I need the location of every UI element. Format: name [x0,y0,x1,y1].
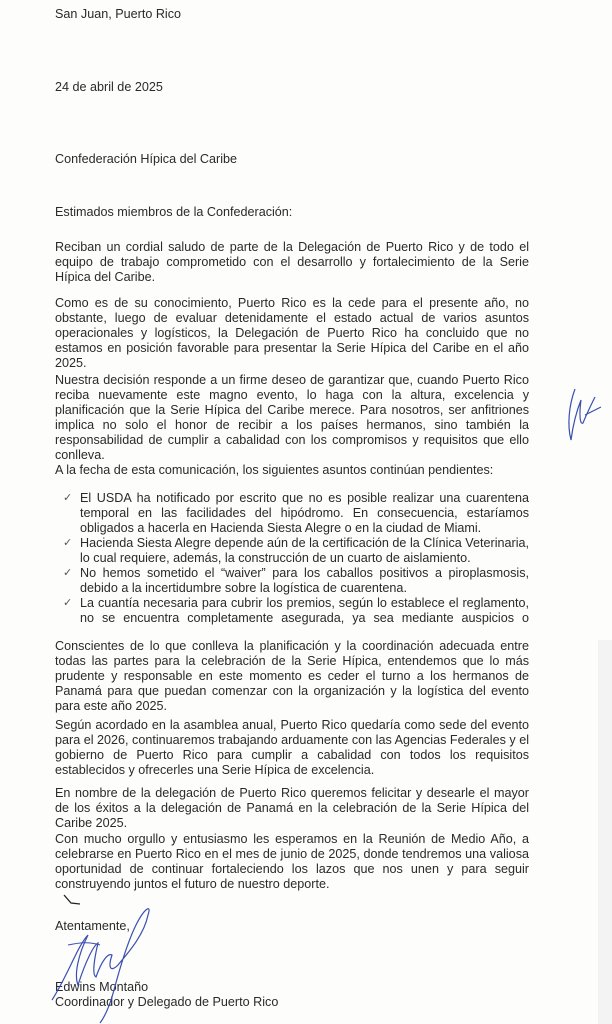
initials [565,385,605,445]
check-icon: ✓ [63,492,73,504]
paragraph-congratulations: En nombre de la delegación de Puerto Rico queremos felicitar y desearle el mayor de los éxitos a la delegación de Panamá en la celebración de la Serie Hípica del Caribe 2025. [55,786,529,830]
signer-name: Edwins Montaño [55,980,149,994]
paragraph-2026: Según acordado en la asamblea anual, Puerto Rico quedaría como sede del evento para el 2026, continuaremos trabajando arduamente con las Agencias Federales y el gobierno de Puerto Rico para cumplir a cabalidad con todos los requisitos establecidos y ofrecerles una Serie Hípica de excelencia. [55,718,529,777]
paragraph-conscientes: Conscientes de lo que conlleva la planificación y la coordinación adecuada entre todas las partes para la celebración de la Serie Hípica, entendemos que lo más prudente y responsable en este momento es ceder el turno a los hermanos de Panamá para que puedan comenzar con la organización y la logística del evento para este año 2025. [55,639,529,713]
signer-title: Coordinador y Delegado de Puerto Rico [55,995,279,1009]
letter-date: 24 de abril de 2025 [55,80,163,94]
letter-salutation: Estimados miembros de la Confederación: [55,205,293,219]
paragraph-greeting: Reciban un cordial saludo de parte de la Delegación de Puerto Rico y de todo el equipo de trabajo comprometido con el desarrollo y fortalecimiento de la Serie Hípica del Caribe. [55,240,529,284]
pending-items-list [63,491,529,626]
check-icon: ✓ [63,567,73,579]
list-item [63,491,529,536]
list-item-text: No hemos sometido el “waiver” para los caballos positivos a piroplasmosis, debido a la incertidumbre sobre la logística de cuarentena. [80,566,529,595]
list-item [63,566,529,596]
paragraph-decision: Nuestra decisión responde a un firme deseo de garantizar que, cuando Puerto Rico reciba nuevamente este magno evento, lo haga con la altura, excelencia y planificación que la Serie Hípica del Caribe merece. Para nosotros, ser anfitriones implica no solo el honor de recibir a los países hermanos, sino también la responsabilidad de cumplir a cabalidad con los compromisos y requisitos que ello conlleva. [55,373,529,462]
paragraph-context: Como es de su conocimiento, Puerto Rico es la cede para el presente año, no obstante, luego de evaluar detenidamente el estado actual de varios asuntos operacionales y logísticos, la Delegación de Puerto Rico ha concluido que no estamos en posición favorable para presentar la Serie Hípica del Caribe en el año 2025. [55,296,529,370]
letter-place: San Juan, Puerto Rico [55,7,182,21]
list-item [63,596,529,626]
list-item-text: La cuantía necesaria para cubrir los premios, según lo establece el reglamento, no se encuentra completamente asegurada, ya sea mediante auspicios o [80,596,529,625]
check-icon: ✓ [63,537,73,549]
list-item-text: Hacienda Siesta Alegre depende aún de la certificación de la Clínica Veterinaria, lo cual requiere, además, la construcción de un cuarto de aislamiento. [80,536,529,565]
paragraph-invitation: Con mucho orgullo y entusiasmo les esperamos en la Reunión de Medio Año, a celebrarse en Puerto Rico en el mes de junio de 2025, donde tendremos una valiosa oportunidad de continuar fortaleciendo los lazos que nos unen y para seguir construyendo juntos el futuro de nuestro deporte. [55,832,529,891]
list-item [63,536,529,566]
list-item-text: El USDA ha notificado por escrito que no es posible realizar una cuarentena temporal en las facilidades del hipódromo. En consecuencia, estaríamos obligados a hacerla en Hacienda Siesta Alegre o en la ciudad de Miami. [80,491,529,535]
paragraph-pending-intro: A la fecha de esta comunicación, los siguientes asuntos continúan pendientes: [55,463,494,477]
letter-recipient: Confederación Hípica del Caribe [55,152,238,166]
scan-edge [598,640,612,1024]
signoff: Atentamente, [55,919,130,933]
signature [48,905,168,1024]
check-icon: ✓ [63,597,73,609]
